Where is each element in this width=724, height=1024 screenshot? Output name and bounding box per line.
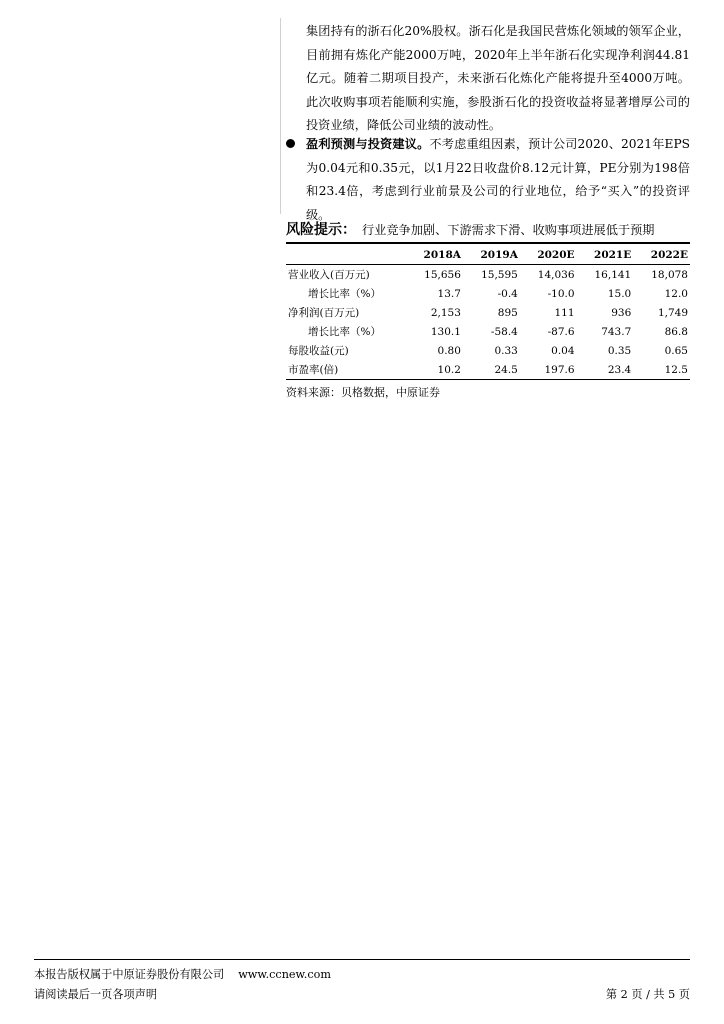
table-cell: 12.0: [664, 287, 688, 300]
table-cell: 0.80: [437, 344, 461, 357]
table-cell: -58.4: [490, 325, 518, 338]
table-header-row: [286, 243, 690, 265]
risk-text: 行业竞争加剧、下游需求下滑、收购事项进展低于预期: [362, 223, 655, 237]
table-cell: 14,036: [537, 268, 575, 281]
table-cell: 15.0: [607, 287, 632, 300]
footer-website-link[interactable]: www.ccnew.com: [238, 968, 331, 981]
table-cell: 18,078: [651, 268, 688, 281]
footer-copyright: 本报告版权属于中原证券股份有限公司: [34, 968, 225, 981]
forecast-table: [286, 242, 690, 380]
earnings-forecast-bullet: [286, 133, 690, 227]
table-cell: 743.7: [601, 325, 632, 338]
table-cell: 12.5: [664, 363, 688, 376]
risk-heading: 风险提示：: [286, 222, 356, 238]
table-header: 2018A: [423, 248, 461, 261]
table-row: [286, 360, 690, 380]
row-label: 市盈率(倍): [288, 364, 339, 376]
table-cell: -87.6: [547, 325, 575, 338]
row-label: 增长比率（%）: [308, 326, 381, 338]
table-row: [286, 265, 690, 285]
table-cell: 24.5: [494, 363, 518, 376]
bullet-dot-icon: [286, 139, 295, 148]
table-cell: 13.7: [437, 287, 461, 300]
table-cell: 23.4: [607, 363, 632, 376]
table-cell: 111: [554, 306, 575, 319]
left-column-divider: [280, 18, 281, 214]
table-header: [286, 243, 406, 265]
page-number: 第 2 页 / 共 5 页: [605, 988, 690, 1001]
table-header: 2021E: [594, 248, 632, 261]
table-row: [286, 341, 690, 360]
table-header: 2020E: [537, 248, 575, 261]
bullet-text: 不考虑重组因素，预计公司2020、2021年EPS为0.04元和0.35元，以1月22日收盘价8.12元计算，PE分别为198倍和23.4倍，考虑到行业前景及公司的行业地位，给予“买入”的投资评级。: [306, 137, 690, 222]
footer-disclaimer: 请阅读最后一页各项声明: [34, 988, 158, 1001]
table-row: [286, 322, 690, 341]
table-row: [286, 284, 690, 303]
row-label: 增长比率（%）: [308, 288, 381, 300]
row-label: 净利润(百万元): [288, 307, 360, 319]
table-row: [286, 303, 690, 322]
table-cell: -0.4: [497, 287, 518, 300]
table-cell: -10.0: [547, 287, 575, 300]
table-cell: 936: [611, 306, 632, 319]
table-header: 2022E: [650, 248, 688, 261]
table-header: 2019A: [480, 248, 518, 261]
row-label: 每股收益(元): [288, 345, 349, 357]
table-cell: 16,141: [594, 268, 632, 281]
table-cell: 0.35: [607, 344, 632, 357]
table-cell: 130.1: [430, 325, 461, 338]
table-cell: 0.04: [551, 344, 575, 357]
table-cell: 1,749: [657, 306, 688, 319]
body-paragraph: 集团持有的浙石化20%股权。浙石化是我国民营炼化领域的领军企业，目前拥有炼化产能2000万吨，2020年上半年浙石化实现净利润44.81亿元。随着二期项目投产，未来浙石化炼化产能将提升至4000万吨。此次收购事项若能顺利实施，参股浙石化的投资收益将显著增厚公司的投资业绩，降低公司业绩的波动性。: [306, 24, 690, 133]
footer-divider: [34, 959, 690, 960]
table-cell: 0.65: [664, 344, 688, 357]
risk-notice: [286, 219, 690, 239]
table-cell: 15,595: [481, 268, 518, 281]
table-cell: 895: [497, 306, 518, 319]
table-cell: 2,153: [430, 306, 461, 319]
table-cell: 86.8: [664, 325, 688, 338]
footer-copyright-line: [34, 966, 331, 982]
bullet-paragraph: [306, 133, 690, 227]
bullet-title: 盈利预测与投资建议。: [306, 137, 430, 151]
table-source-note: 资料来源：贝格数据，中原证券: [286, 386, 440, 399]
row-label: 营业收入(百万元): [288, 269, 370, 281]
table-cell: 197.6: [544, 363, 575, 376]
table-cell: 0.33: [494, 344, 518, 357]
table-cell: 15,656: [424, 268, 461, 281]
table-cell: 10.2: [437, 363, 461, 376]
